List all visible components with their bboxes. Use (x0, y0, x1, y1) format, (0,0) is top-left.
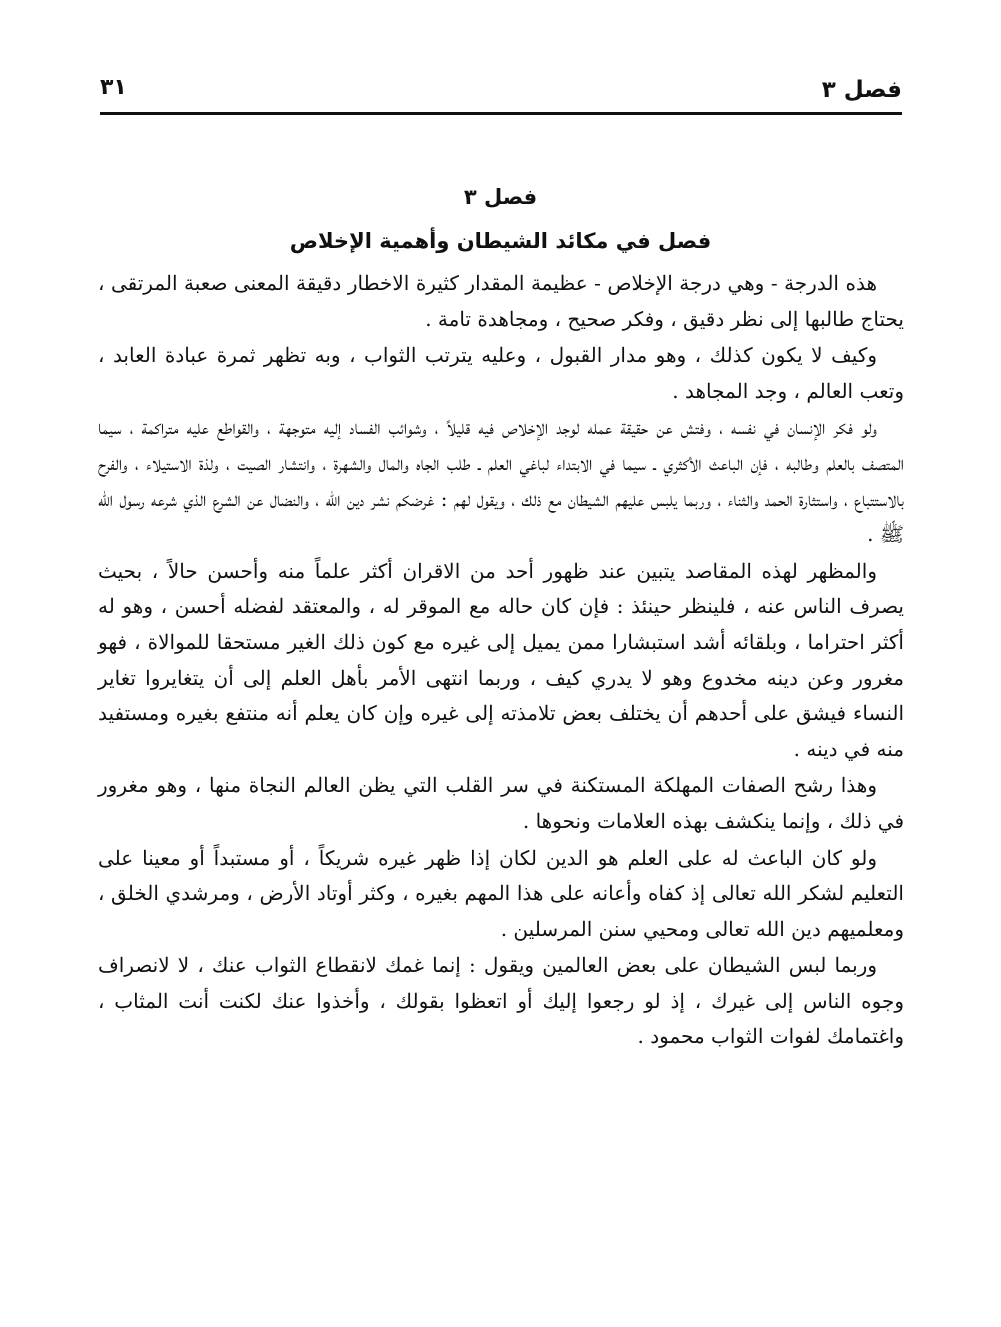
running-header (100, 70, 902, 110)
body-text (98, 266, 904, 1056)
paragraph-3: ولو فكر الإنسان في نفسه ، وفتش عن حقيقة عمله لوجد الإخلاص فيه قليلاً ، وشوائب الفساد إليه متوجهة ، والقواطع عليه متراكمة ، سيما المتصف بالعلم وطالبه ، فإن الباعث الأكثري ـ سيما في الابتداء لباغي العلم ـ طلب الجاه والمال والشهرة ، وانتشار الصيت ، ولذة الاستيلاء ، والفرح بالاستتباع ، واستثارة الحمد والثناء ، وربما يلبس عليهم الشيطان مع ذلك ، ويقول لهم : غرضكم نشر دين الله ، والنضال عن الشرع الذي شرعه رسول الله ﷺ . (98, 415, 904, 547)
header-rule (100, 112, 902, 115)
paragraph-6: ولو كان الباعث له على العلم هو الدين لكان إذا ظهر غيره شريكاً ، أو مستبداً أو معينا على التعليم لشكر الله تعالى إذ كفاه وأعانه على هذا المهم بغيره ، وكثر أوتاد الأرض ، ومرشدي الخلق ، ومعلميهم دين الله تعالى ومحيي سنن المرسلين . (98, 845, 904, 941)
chapter-title: فصل في مكائد الشيطان وأهمية الإخلاص (289, 229, 712, 253)
page-number: ٣١ (100, 75, 127, 100)
paragraph-4: والمظهر لهذه المقاصد يتبين عند ظهور أحد من الاقران أكثر علماً منه وأحسن حالاً ، بحيث يصرف الناس عنه ، فلينظر حينئذ : فإن كان حاله مع الموقر له ، والمعتقد لفضله أحسن ، وهو له أكثر احتراما ، وبلقائه أشد استبشارا ممن يميل إلى غيره مع كون ذلك الغير مستحقا للموالاة ، فهو مغرور وعن دينه مخدوع وهو لا يدري كيف ، وربما انتهى الأمر بأهل العلم إلى أن يتغايروا تغاير النساء فيشق على أحدهم أن يختلف بعض تلامذته إلى غيره وإن كان يعلم أنه منتفع بغيره ومستفيد منه في دينه . (98, 558, 904, 761)
chapter-label: فصل ٣ (463, 185, 538, 209)
paragraph-2: وكيف لا يكون كذلك ، وهو مدار القبول ، وعليه يترتب الثواب ، وبه تظهر ثمرة عبادة العابد ، وتعب العالم ، وجد المجاهد . (98, 343, 904, 403)
paragraph-1: هذه الدرجة - وهي درجة الإخلاص - عظيمة المقدار كثيرة الاخطار دقيقة المعنى صعبة المرتقى ، يحتاج طالبها إلى نظر دقيق ، وفكر صحيح ، ومجاهدة تامة . (98, 271, 904, 331)
running-header-chapter: فصل ٣ (821, 77, 902, 103)
paragraph-5: وهذا رشح الصفات المهلكة المستكنة في سر القلب التي يظن العالم النجاة منها ، وهو مغرور في ذلك ، وإنما ينكشف بهذه العلامات ونحوها . (98, 773, 904, 833)
paragraph-7: وربما لبس الشيطان على بعض العالمين ويقول : إنما غمك لانقطاع الثواب عنك ، لا لانصراف وجوه الناس إلى غيرك ، إذ لو رجعوا إليك أو اتعظوا بقولك ، وأخذوا عنك لكنت أنت المثاب ، واغتمامك لفوات الثواب محمود . (98, 953, 904, 1049)
